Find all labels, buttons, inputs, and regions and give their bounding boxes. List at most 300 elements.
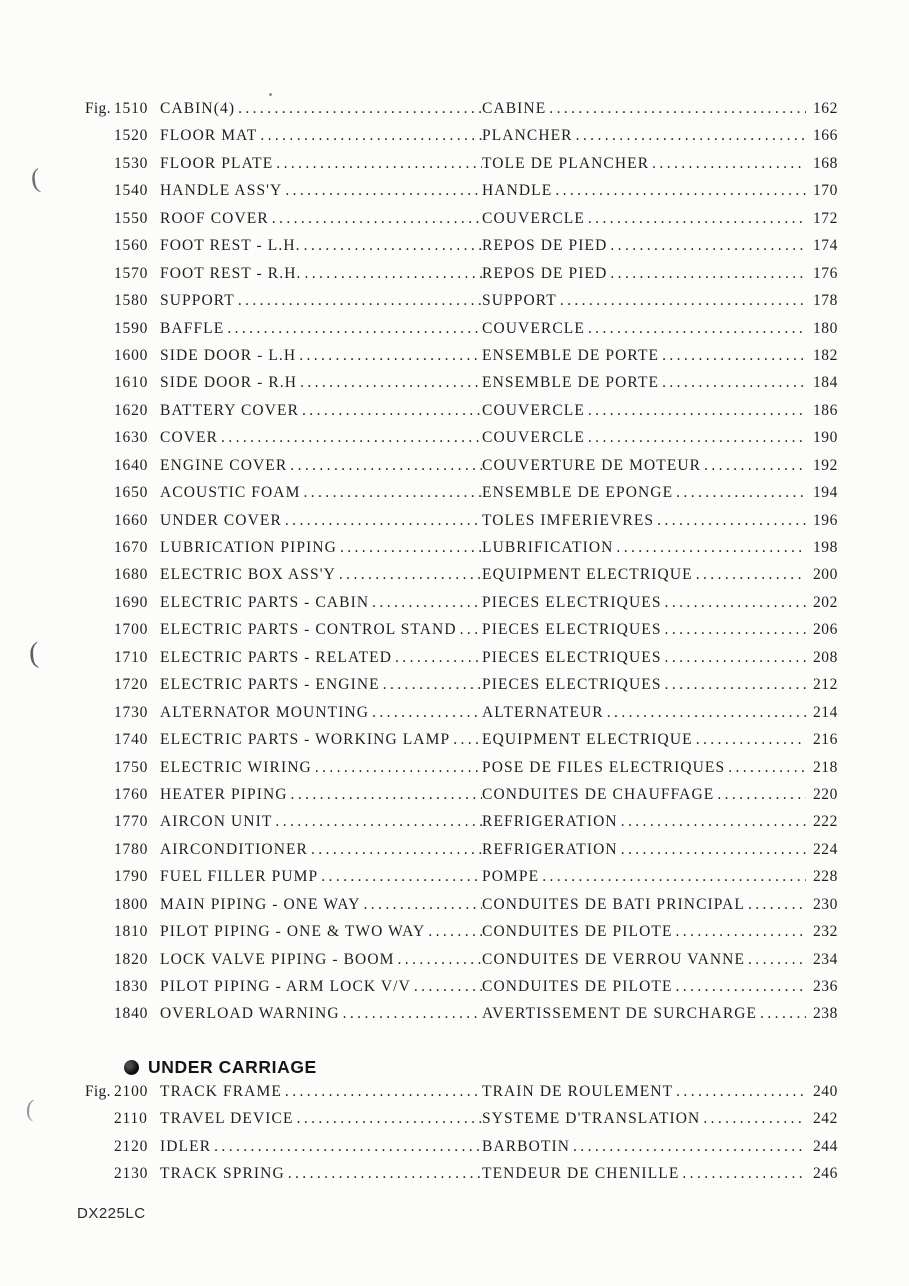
figure-number: 1550 (114, 209, 149, 227)
french-title-cell (482, 616, 806, 643)
french-title-cell (482, 754, 806, 781)
figure-number: 1770 (114, 813, 149, 831)
dot-leader (676, 918, 806, 945)
dot-leader (214, 1133, 482, 1160)
title-french: COUVERCLE (482, 429, 585, 447)
french-title-cell (482, 315, 806, 342)
title-english: HEATER PIPING (160, 785, 288, 803)
title-french: CABINE (482, 100, 547, 117)
dot-leader (291, 781, 482, 808)
dot-leader (315, 754, 482, 781)
page-number: 162 (812, 100, 838, 117)
toc-row (85, 589, 838, 616)
title-french: ALTERNATEUR (482, 703, 604, 721)
french-title-cell (482, 452, 806, 479)
dot-leader (372, 589, 482, 616)
dot-leader (300, 369, 482, 396)
dot-leader (676, 973, 806, 1000)
french-title-cell (482, 946, 806, 973)
english-title-cell (160, 616, 482, 643)
page-number: 176 (812, 264, 838, 282)
title-english: ELECTRIC PARTS - ENGINE (160, 676, 380, 694)
title-french: ENSEMBLE DE PORTE (482, 374, 660, 392)
french-title-cell (482, 205, 806, 232)
title-english: ENGINE COVER (160, 456, 288, 474)
english-title-cell (160, 315, 482, 342)
title-french: REFRIGERATION (482, 840, 618, 858)
figure-number: 1690 (114, 593, 149, 611)
title-french: TENDEUR DE CHENILLE (482, 1165, 680, 1183)
toc-row (85, 1133, 838, 1160)
english-title-cell (160, 836, 482, 863)
toc-row (85, 973, 838, 1000)
toc-row (85, 534, 838, 561)
english-title-cell (160, 671, 482, 698)
french-title-cell (482, 891, 806, 918)
title-french: REPOS DE PIED (482, 264, 608, 282)
title-english: MAIN PIPING - ONE WAY (160, 895, 361, 913)
title-french: AVERTISSEMENT DE SURCHARGE (482, 1005, 758, 1023)
figure-number: 1820 (114, 950, 149, 968)
title-french: POSE DE FILES ELECTRIQUES (482, 758, 726, 776)
dot-leader (560, 287, 806, 314)
title-english: FLOOR MAT (160, 127, 258, 145)
toc-row (85, 863, 838, 890)
french-title-cell (482, 1133, 806, 1160)
dot-leader (573, 1133, 806, 1160)
dot-leader (576, 122, 806, 149)
figure-number: 1610 (114, 374, 149, 392)
dot-leader (297, 1105, 482, 1132)
dot-leader (610, 232, 806, 259)
dot-leader (717, 781, 806, 808)
toc-row (85, 205, 838, 232)
figure-number: 1830 (114, 978, 149, 995)
figure-number: 1580 (114, 292, 149, 310)
dot-leader (304, 232, 482, 259)
figure-number: 1530 (114, 154, 149, 172)
title-english: ELECTRIC BOX ASS'Y (160, 566, 336, 584)
toc-row (85, 342, 838, 369)
title-english: UNDER COVER (160, 511, 282, 529)
english-title-cell (160, 946, 482, 973)
figure-number: 1730 (114, 703, 149, 721)
toc-row (85, 369, 838, 396)
dot-leader (414, 973, 482, 1000)
title-french: POMPE (482, 868, 540, 886)
toc-row (85, 726, 838, 753)
dot-leader (676, 1078, 806, 1105)
title-french: COUVERCLE (482, 209, 585, 227)
toc-row (85, 561, 838, 588)
title-english: FOOT REST - L.H. (160, 237, 301, 255)
page-number: 238 (812, 1005, 838, 1023)
toc-section-cab-attachments (85, 95, 838, 1028)
french-title-cell (482, 808, 806, 835)
title-french: TOLE DE PLANCHER (482, 154, 650, 172)
page-number: 214 (812, 703, 838, 721)
page-number: 246 (812, 1165, 838, 1183)
dot-leader (285, 177, 482, 204)
dot-leader (238, 95, 482, 122)
figure-number: 1760 (114, 785, 149, 803)
toc-row (85, 177, 838, 204)
title-english: ELECTRIC WIRING (160, 758, 312, 776)
dot-leader (621, 808, 806, 835)
toc-row (85, 397, 838, 424)
figure-number: 1720 (114, 676, 149, 694)
toc-row (85, 808, 838, 835)
figure-number: 1790 (114, 868, 149, 886)
french-title-cell (482, 342, 806, 369)
dot-leader (302, 397, 482, 424)
dot-leader (288, 1160, 482, 1187)
title-english: PILOT PIPING - ONE & TWO WAY (160, 923, 426, 941)
title-french: CONDUITES DE PILOTE (482, 923, 673, 941)
dot-leader (652, 150, 806, 177)
toc-row (85, 644, 838, 671)
page-number: 234 (812, 950, 838, 968)
dot-leader (311, 836, 482, 863)
page-number: 244 (812, 1137, 838, 1155)
fig-prefix-label: Fig. (85, 100, 111, 117)
title-english: LOCK VALVE PIPING - BOOM (160, 950, 395, 968)
title-english: COVER (160, 429, 219, 447)
french-title-cell (482, 177, 806, 204)
toc-row (85, 836, 838, 863)
toc-row (85, 754, 838, 781)
title-french: LUBRIFICATION (482, 539, 614, 556)
title-english: AIRCONDITIONER (160, 840, 308, 858)
dot-leader (343, 1000, 482, 1027)
toc-row (85, 479, 838, 506)
english-title-cell (160, 561, 482, 588)
toc-row (85, 287, 838, 314)
title-english: ELECTRIC PARTS - WORKING LAMP (160, 731, 451, 749)
toc-row (85, 1078, 838, 1105)
figure-number: 1800 (114, 895, 149, 913)
title-french: COUVERTURE DE MOTEUR (482, 456, 702, 474)
title-english: IDLER (160, 1137, 212, 1155)
english-title-cell (160, 1105, 482, 1132)
title-french: CONDUITES DE CHAUFFAGE (482, 785, 715, 803)
english-title-cell (160, 781, 482, 808)
french-title-cell (482, 1078, 806, 1105)
french-title-cell (482, 397, 806, 424)
title-english: HANDLE ASS'Y (160, 182, 283, 200)
dot-leader (748, 891, 806, 918)
french-title-cell (482, 424, 806, 451)
title-english: SIDE DOOR - L.H (160, 346, 297, 364)
figure-number: 1600 (114, 346, 149, 364)
title-english: ALTERNATOR MOUNTING (160, 703, 370, 721)
toc-row (85, 1000, 838, 1027)
english-title-cell (160, 1078, 482, 1105)
title-french: TRAIN DE ROULEMENT (482, 1083, 674, 1100)
toc-row (85, 260, 838, 287)
dot-leader (303, 479, 482, 506)
french-title-cell (482, 699, 806, 726)
figure-number: 1680 (114, 566, 149, 584)
english-title-cell (160, 1133, 482, 1160)
title-french: ENSEMBLE DE PORTE (482, 346, 660, 364)
scan-artifact: ( (28, 636, 40, 670)
title-french: SYSTEME D'TRANSLATION (482, 1110, 701, 1128)
dot-leader (588, 424, 806, 451)
french-title-cell (482, 836, 806, 863)
dot-leader (728, 754, 806, 781)
english-title-cell (160, 260, 482, 287)
english-title-cell (160, 177, 482, 204)
page-number: 236 (812, 978, 838, 995)
title-french: CONDUITES DE PILOTE (482, 978, 673, 995)
french-title-cell (482, 561, 806, 588)
dot-leader (662, 369, 806, 396)
toc-row (85, 891, 838, 918)
dot-leader (621, 836, 806, 863)
page-number: 180 (812, 319, 838, 337)
english-title-cell (160, 479, 482, 506)
title-english: LUBRICATION PIPING (160, 539, 337, 556)
french-title-cell (482, 1160, 806, 1187)
page-number: 172 (812, 209, 838, 227)
title-french: PLANCHER (482, 127, 573, 145)
title-french: REPOS DE PIED (482, 237, 608, 255)
dot-leader (227, 315, 482, 342)
figure-number: 1650 (114, 484, 149, 502)
english-title-cell (160, 754, 482, 781)
page-number: 190 (812, 429, 838, 447)
page-number: 208 (812, 648, 838, 666)
figure-number: 1570 (114, 264, 149, 282)
toc-row (85, 616, 838, 643)
dot-leader (372, 699, 482, 726)
title-french: SUPPORT (482, 292, 557, 310)
english-title-cell (160, 1000, 482, 1027)
toc-row (85, 122, 838, 149)
english-title-cell (160, 891, 482, 918)
french-title-cell (482, 287, 806, 314)
page-number: 216 (812, 731, 838, 749)
title-english: FUEL FILLER PUMP (160, 868, 319, 886)
french-title-cell (482, 1105, 806, 1132)
french-title-cell (482, 232, 806, 259)
dot-leader (555, 177, 806, 204)
dot-leader (657, 507, 806, 534)
title-english: ELECTRIC PARTS - CABIN (160, 593, 370, 611)
toc-row (85, 671, 838, 698)
toc-row (85, 507, 838, 534)
english-title-cell (160, 918, 482, 945)
title-english: TRACK SPRING (160, 1165, 285, 1183)
english-title-cell (160, 397, 482, 424)
title-english: ACOUSTIC FOAM (160, 484, 301, 502)
scan-artifact: ( (25, 1095, 35, 1123)
dot-leader (285, 1078, 482, 1105)
title-french: PIECES ELECTRIQUES (482, 648, 662, 666)
toc-row (85, 1105, 838, 1132)
english-title-cell (160, 452, 482, 479)
toc-row (85, 232, 838, 259)
toc-row (85, 424, 838, 451)
title-french: TOLES IMFERIEVRES (482, 511, 655, 529)
dot-leader (665, 589, 806, 616)
figure-number: 1620 (114, 401, 149, 419)
title-english: CABIN(4) (160, 100, 236, 117)
figure-number: 1630 (114, 429, 149, 447)
dot-leader (588, 397, 806, 424)
page-number: 198 (812, 539, 838, 556)
title-french: PIECES ELECTRIQUES (482, 621, 662, 639)
page-number: 186 (812, 401, 838, 419)
dot-leader (676, 479, 806, 506)
english-title-cell (160, 863, 482, 890)
french-title-cell (482, 122, 806, 149)
title-english: PILOT PIPING - ARM LOCK V/V (160, 978, 411, 995)
french-title-cell (482, 479, 806, 506)
toc-row (85, 315, 838, 342)
english-title-cell (160, 424, 482, 451)
title-french: CONDUITES DE VERROU VANNE (482, 950, 746, 968)
english-title-cell (160, 808, 482, 835)
figure-number: 2120 (114, 1137, 149, 1155)
dot-leader (616, 534, 806, 561)
dot-leader (260, 122, 482, 149)
page-number: 218 (812, 758, 838, 776)
dot-leader (285, 507, 482, 534)
title-french: CONDUITES DE BATI PRINCIPAL (482, 895, 745, 913)
dot-leader (395, 644, 482, 671)
scan-artifact: ( (29, 162, 42, 194)
title-english: AIRCON UNIT (160, 813, 273, 831)
dot-leader (383, 671, 482, 698)
dot-leader (321, 863, 482, 890)
fig-prefix-label: Fig. (85, 1083, 111, 1100)
dot-leader (665, 644, 806, 671)
dot-leader (696, 561, 806, 588)
title-french: PIECES ELECTRIQUES (482, 676, 662, 694)
english-title-cell (160, 205, 482, 232)
english-title-cell (160, 342, 482, 369)
page-number: 168 (812, 154, 838, 172)
figure-number: 2110 (114, 1110, 148, 1128)
title-french: PIECES ELECTRIQUES (482, 593, 662, 611)
english-title-cell (160, 369, 482, 396)
toc-row (85, 918, 838, 945)
page-number: 228 (812, 868, 838, 886)
toc-section-under-carriage (85, 1078, 838, 1188)
dot-leader (275, 808, 482, 835)
figure-number: 1670 (114, 539, 149, 556)
dot-leader (398, 946, 482, 973)
title-french: EQUIPMENT ELECTRIQUE (482, 731, 693, 749)
title-english: BATTERY COVER (160, 401, 300, 419)
english-title-cell (160, 1160, 482, 1187)
page-number: 170 (812, 182, 838, 200)
figure-number: 2130 (114, 1165, 149, 1183)
page-number: 222 (812, 813, 838, 831)
dot-leader (665, 616, 806, 643)
scan-speck (269, 93, 272, 96)
section-header-title: UNDER CARRIAGE (148, 1057, 317, 1077)
english-title-cell (160, 589, 482, 616)
dot-leader (460, 616, 482, 643)
english-title-cell (160, 122, 482, 149)
dot-leader (340, 534, 482, 561)
french-title-cell (482, 369, 806, 396)
dot-leader (276, 150, 482, 177)
french-title-cell (482, 1000, 806, 1027)
french-title-cell (482, 781, 806, 808)
page-number: 194 (812, 484, 838, 502)
dot-leader (290, 452, 482, 479)
title-english: FOOT REST - R.H. (160, 264, 302, 282)
dot-leader (428, 918, 482, 945)
dot-leader (748, 946, 806, 973)
english-title-cell (160, 699, 482, 726)
figure-number: 1780 (114, 840, 149, 858)
title-english: TRACK FRAME (160, 1083, 282, 1100)
title-french: BARBOTIN (482, 1137, 571, 1155)
english-title-cell (160, 726, 482, 753)
title-french: EQUIPMENT ELECTRIQUE (482, 566, 693, 584)
dot-leader (542, 863, 806, 890)
english-title-cell (160, 644, 482, 671)
page-number: 212 (812, 676, 838, 694)
english-title-cell (160, 534, 482, 561)
page-number: 182 (812, 346, 838, 364)
dot-leader (610, 260, 806, 287)
dot-leader (703, 1105, 806, 1132)
figure-number: 2100 (114, 1083, 149, 1100)
dot-leader (364, 891, 483, 918)
title-english: FLOOR PLATE (160, 154, 274, 172)
french-title-cell (482, 150, 806, 177)
dot-leader (304, 260, 482, 287)
page-number: 192 (812, 456, 838, 474)
page-number: 220 (812, 785, 838, 803)
footer-model-label: DX225LC (77, 1205, 146, 1222)
dot-leader (549, 95, 806, 122)
french-title-cell (482, 863, 806, 890)
figure-number: 1640 (114, 456, 149, 474)
title-english: BAFFLE (160, 319, 225, 337)
page-number: 242 (812, 1110, 838, 1128)
page-number: 202 (812, 593, 838, 611)
title-french: COUVERCLE (482, 319, 585, 337)
figure-number: 1810 (114, 923, 149, 941)
dot-leader (339, 561, 482, 588)
dot-leader (662, 342, 806, 369)
toc-row (85, 1160, 838, 1187)
figure-number: 1560 (114, 237, 149, 255)
dot-leader (221, 424, 482, 451)
dot-leader (588, 315, 806, 342)
english-title-cell (160, 150, 482, 177)
dot-leader (682, 1160, 806, 1187)
figure-number: 1520 (114, 127, 149, 145)
french-title-cell (482, 973, 806, 1000)
figure-number: 1660 (114, 511, 149, 529)
english-title-cell (160, 973, 482, 1000)
french-title-cell (482, 507, 806, 534)
dot-leader (665, 671, 806, 698)
french-title-cell (482, 726, 806, 753)
figure-number: 1540 (114, 182, 149, 200)
page-number: 166 (812, 127, 838, 145)
toc-row (85, 946, 838, 973)
figure-number: 1840 (114, 1005, 149, 1023)
